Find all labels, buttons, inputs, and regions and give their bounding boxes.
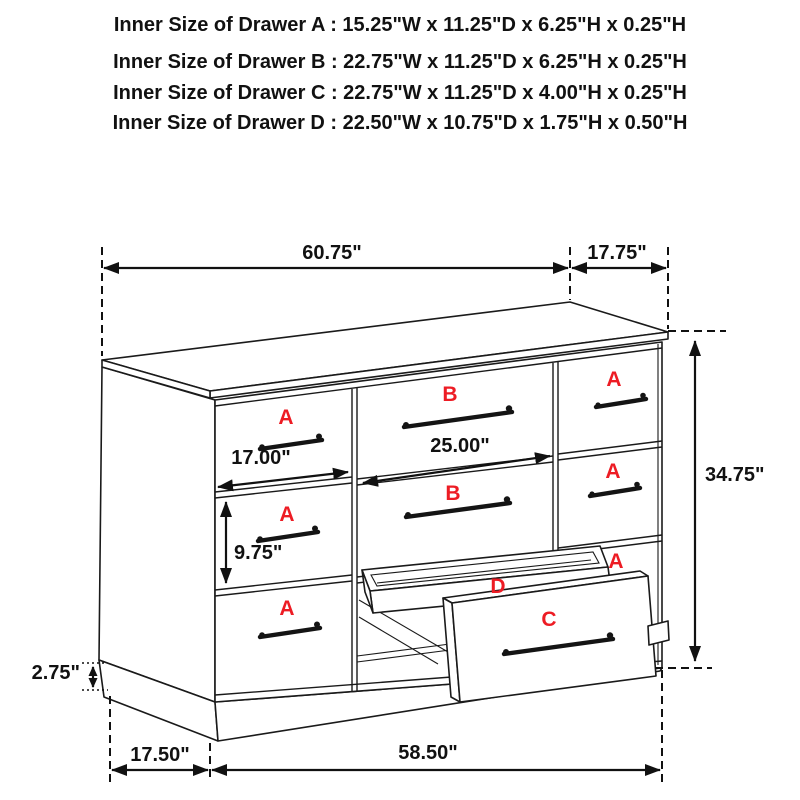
spec-header <box>113 14 688 134</box>
label-drawer-c: C <box>541 608 557 631</box>
dimension-overall-height <box>655 331 765 668</box>
dim-label-drawer-a-width: 17.00" <box>231 447 291 469</box>
label-drawer-a-left-1: A <box>278 406 294 429</box>
label-drawer-a-right-2: A <box>605 460 621 483</box>
label-drawer-a-right-1: A <box>606 368 622 391</box>
dim-label-overall-height: 34.75" <box>705 464 765 486</box>
label-drawer-b-2: B <box>445 482 461 505</box>
side-panel <box>99 367 215 702</box>
label-drawer-d: D <box>490 575 506 598</box>
dim-label-top-width: 60.75" <box>302 242 362 264</box>
dim-label-base-height: 2.75" <box>31 662 80 684</box>
dim-label-drawer-height: 9.75" <box>234 542 283 564</box>
spec-line-drawer-a: Inner Size of Drawer A : 15.25"W x 11.25"D x 6.25"H x 0.25"H <box>113 14 687 36</box>
spec-line-drawer-c: Inner Size of Drawer C : 22.75"W x 11.25"D x 4.00"H x 0.25"H <box>113 82 687 104</box>
label-drawer-a-left-3: A <box>279 597 295 620</box>
dim-label-top-depth: 17.75" <box>587 242 647 264</box>
label-drawer-a-left-2: A <box>279 503 295 526</box>
dim-label-base-width: 58.50" <box>398 742 458 764</box>
dresser-drawing <box>99 302 669 741</box>
spec-line-drawer-d: Inner Size of Drawer D : 22.50"W x 10.75"D x 1.75"H x 0.50"H <box>112 112 688 134</box>
dim-label-base-depth: 17.50" <box>130 744 190 766</box>
label-drawer-a-right-3: A <box>608 550 624 573</box>
label-drawer-b-1: B <box>442 383 458 406</box>
spec-line-drawer-b: Inner Size of Drawer B : 22.75"W x 11.25"D x 6.25"H x 0.25"H <box>113 51 687 73</box>
dimension-base-height <box>32 662 108 690</box>
drawer-rail-bracket <box>648 621 669 645</box>
dim-label-drawer-b-width: 25.00" <box>430 435 490 457</box>
